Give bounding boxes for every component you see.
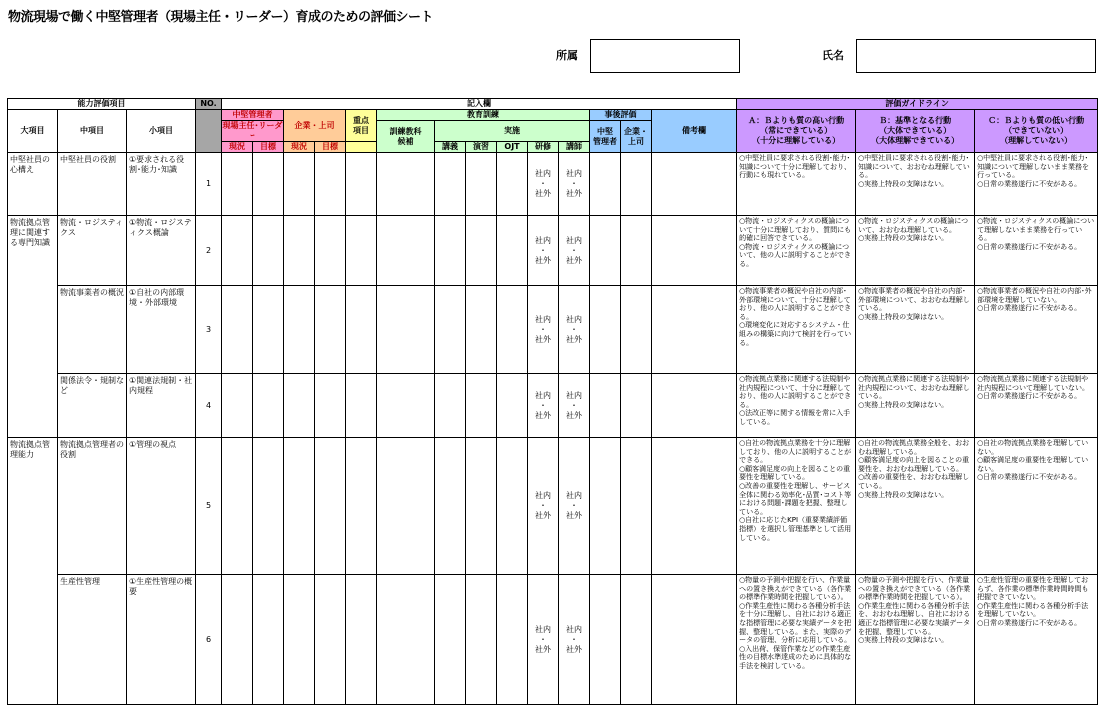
lecture-cell[interactable] [435,216,466,286]
inhouse-external-dot: ・ [570,400,579,410]
training-cell [528,153,559,216]
post-eval-header: 事後評価 [590,110,652,121]
priority-blank [346,142,377,153]
priority-cell[interactable] [346,575,377,705]
row-number-cell: 3 [196,286,222,374]
inhouse-external-bottom: 社外 [535,334,552,344]
guideline-c-cell [975,575,1098,705]
guideline-c-text: ○日常の業務遂行に不安がある。 [977,179,1082,188]
guideline-b-cell [856,216,975,286]
manager-current-header: 現況 [222,142,253,153]
sheet-title: 物流現場で働く中堅管理者（現場主任・リーダー）育成のための評価シート [8,10,434,25]
instructor-header: 講師 [559,142,590,153]
lecture-cell[interactable] [435,575,466,705]
guideline-c-text: ○生産性管理の重要性を理解しておらず、各作業の標準作業時間時間も把握できていない。 [977,576,1089,602]
post-eval-manager-cell[interactable] [590,575,621,705]
training-header: 研修 [528,142,559,153]
course-header [377,121,435,153]
inhouse-external-bottom: 社外 [566,255,583,265]
exercise-cell[interactable] [466,153,497,216]
guideline-a-text: ○物流・ロジスティクスの概論について、他の人に説明することができる。 [739,242,851,268]
guideline-b-cell [856,438,975,575]
guideline-b-cell [856,575,975,705]
guideline-c-text: ○日常の業務遂行に不安がある。 [977,473,1082,482]
minor-item-cell: ①要求される役割･能力･知識 [127,153,196,216]
manager-target-header: 目標 [253,142,284,153]
guideline-a-cell [737,286,856,374]
guideline-a-cell [737,153,856,216]
inhouse-external-top: 社内 [535,624,552,634]
guideline-a-cell [737,216,856,286]
inhouse-external-dot: ・ [539,400,548,410]
company-boss-header: 企業・上司 [284,110,346,142]
ability-items-header: 能力評価項目 [8,99,196,110]
middle-item-cell: 物流拠点管理者の役割 [58,438,127,575]
guideline-a-text: ○入出荷、保管作業などの作業生産性の目標水準達成のために具体的な手法を検討している。 [739,644,852,670]
guideline-c-text: ○物流拠点業務に関連する法規制や社内規程について理解していない。 [977,375,1089,392]
post-eval-boss-cell[interactable] [621,438,652,575]
manager-target-cell[interactable] [253,374,284,438]
guideline-b-text: ○改善の重要性を、おおむね理解している。 [858,473,970,490]
education-header: 教育訓練 [377,110,590,121]
inhouse-external-bottom: 社外 [566,189,583,198]
affiliation-field[interactable] [590,39,740,73]
inhouse-external-dot: ・ [539,324,548,334]
course-cell[interactable] [377,438,435,575]
post-eval-manager-header [590,121,621,153]
remarks-header: 備考欄 [652,110,737,153]
guideline-b-line-1: Ｂ：基準となる行動 [879,116,952,125]
name-label: 氏名 [822,49,844,62]
guideline-a-line-2: （常にできている） [760,126,833,135]
inhouse-external-dot: ・ [539,634,548,644]
inhouse-external-dot: ・ [570,501,579,510]
inhouse-external-top: 社内 [535,390,552,400]
priority-header [346,110,377,142]
guideline-c-cell [975,374,1098,438]
priority-cell[interactable] [346,153,377,216]
guideline-c-text: ○日常の業務遂行に不安がある。 [977,392,1082,401]
guideline-a-header [737,110,856,153]
middle-item-cell: 物流・ロジスティクス [58,216,127,286]
guideline-c-cell [975,216,1098,286]
name-field[interactable] [856,39,1096,73]
post-eval-boss-line-1: 企業・ [624,126,649,136]
boss-current-cell[interactable] [284,438,315,575]
inhouse-external-top: 社内 [566,235,583,245]
guideline-c-text: ○物流・ロジスティクスの概論について理解しないまま業務を行っている。 [977,217,1095,243]
guideline-b-text: ○実務上特段の支障はない。 [858,490,949,499]
boss-target-cell[interactable] [315,438,346,575]
row-number-cell: 2 [196,216,222,286]
manager-target-cell[interactable] [253,153,284,216]
ojt-cell[interactable] [497,438,528,575]
guideline-a-text: ○法改正等に関する情報を常に入手している。 [739,409,851,426]
lecture-header: 講義 [435,142,466,153]
guideline-b-text: ○物流事業者の概況や自社の内部･外部環境について、おおむね理解している。 [858,287,970,313]
inhouse-external-bottom: 社外 [535,410,552,420]
minor-item-cell: ①生産性管理の概要 [127,575,196,705]
boss-current-header: 現況 [284,142,315,153]
boss-target-header: 目標 [315,142,346,153]
post-eval-manager-line-1: 中堅 [597,126,614,136]
inhouse-external-bottom: 社外 [566,334,583,344]
manager-current-cell[interactable] [222,216,253,286]
boss-target-cell[interactable] [315,153,346,216]
guideline-c-cell [975,153,1098,216]
manager-target-cell[interactable] [253,438,284,575]
table-row [8,575,1098,705]
instructor-cell [559,438,590,575]
inhouse-external-top: 社内 [535,314,552,324]
priority-cell[interactable] [346,374,377,438]
post-eval-boss-header [621,121,652,153]
middle-item-cell: 物流事業者の概況 [58,286,127,374]
guideline-a-text: ○改善の重要性を理解し、サービス全体に関わる効率化･品質･コスト等における問題･課題を把握、整理している。 [739,481,852,516]
training-cell [528,216,559,286]
manager-current-cell[interactable] [222,438,253,575]
ojt-cell[interactable] [497,575,528,705]
guideline-c-line-3: （理解していない） [1000,136,1073,145]
manager-current-cell[interactable] [222,153,253,216]
ojt-cell[interactable] [497,216,528,286]
inhouse-external-dot: ・ [570,324,579,334]
manager-target-cell[interactable] [253,286,284,374]
post-eval-manager-cell[interactable] [590,438,621,575]
guideline-a-text: ○中堅社員に要求される役割･能力･知識について十分に理解しており、行動にも現れている。 [739,154,851,180]
post-eval-boss-cell[interactable] [621,216,652,286]
inhouse-external-dot: ・ [539,501,548,510]
guideline-b-line-2: （大体できている） [879,126,952,135]
boss-target-cell[interactable] [315,374,346,438]
inhouse-external-top: 社内 [566,314,583,324]
exercise-cell[interactable] [466,575,497,705]
guideline-c-text: ○日常の業務遂行に不安がある。 [977,304,1082,313]
priority-cell[interactable] [346,438,377,575]
guideline-c-header [975,110,1098,153]
inhouse-external-dot: ・ [570,245,579,255]
ojt-header: OJT [497,142,528,153]
priority-line-1: 重点 [353,115,370,125]
entry-column-header: 記入欄 [222,99,737,110]
lecture-cell[interactable] [435,153,466,216]
table-row [8,153,1098,216]
guideline-a-text: ○自社の物流拠点業務を十分に理解しており、他の人に説明することができる。 [739,439,852,465]
post-eval-boss-line-2: 上司 [628,136,645,146]
post-eval-manager-line-2: 管理者 [593,136,618,146]
guideline-b-header [856,110,975,153]
inhouse-external-bottom: 社外 [566,410,583,420]
exercise-cell[interactable] [466,374,497,438]
inhouse-external-bottom: 社外 [535,255,552,265]
guideline-c-text: ○中堅社員に要求される役割･能力･知識について理解しないまま業務を行っている。 [977,154,1089,180]
guideline-c-text: ○作業生産性に関わる各種分析手法を理解していない。 [977,601,1089,619]
implementation-header: 実施 [435,121,590,142]
affiliation-label: 所属 [556,49,578,62]
inhouse-external-bottom: 社外 [535,189,552,198]
inhouse-external-dot: ・ [570,179,579,188]
course-cell[interactable] [377,153,435,216]
post-eval-manager-cell[interactable] [590,286,621,374]
manager-sub-header: 現場主任･リーダｰ [222,121,283,140]
training-cell [528,374,559,438]
guideline-a-text: ○物流拠点業務に関連する法規制や社内規程について、十分に理解しており、他の人に説明することができる。 [739,375,852,409]
guideline-c-line-1: Ｃ：Ｂよりも質の低い行動 [988,116,1085,125]
instructor-cell [559,286,590,374]
course-cell[interactable] [377,374,435,438]
exercise-header: 演習 [466,142,497,153]
guideline-b-cell [856,153,975,216]
boss-current-cell[interactable] [284,286,315,374]
manager-current-cell[interactable] [222,575,253,705]
minor-item-header: 小項目 [127,110,196,153]
post-eval-boss-cell[interactable] [621,374,652,438]
guideline-a-line-3: （十分に理解している） [752,136,841,145]
course-cell[interactable] [377,575,435,705]
no-header-blank [196,110,222,153]
remarks-cell[interactable] [652,438,737,575]
guideline-a-cell [737,575,856,705]
guideline-c-text: ○日常の業務遂行に不安がある。 [977,618,1082,627]
post-eval-boss-cell[interactable] [621,575,652,705]
row-number-cell: 5 [196,438,222,575]
post-eval-manager-cell[interactable] [590,153,621,216]
boss-current-cell[interactable] [284,153,315,216]
inhouse-external-bottom: 社外 [535,511,552,520]
guideline-b-text: ○実務上特段の支障はない。 [858,636,949,645]
evaluation-table [7,98,1098,705]
guideline-c-cell [975,438,1098,575]
lecture-cell[interactable] [435,374,466,438]
guideline-b-text: ○物量の予測や把握を行い、作業量への置き換えができている（各作業の標準作業時間を把握している）。 [858,576,971,602]
guideline-c-line-2: （できていない） [1004,126,1069,135]
guideline-c-text: ○物流事業者の概況や自社の内部･外部環境を理解していない。 [977,287,1092,304]
minor-item-cell: ①自社の内部環境・外部環境 [127,286,196,374]
boss-current-cell[interactable] [284,575,315,705]
guideline-a-text: ○物流事業者の概況や自社の内部･外部環境について、十分に理解しており、他の人に説明することができる。 [739,287,852,321]
guideline-b-text: ○実務上特段の支障はない。 [858,179,949,188]
guideline-a-text: ○自社に応じたKPI（重要業績評価指標）を選択し管理基準として活用している。 [739,516,852,542]
boss-target-cell[interactable] [315,286,346,374]
inhouse-external-dot: ・ [539,245,548,255]
inhouse-external-dot: ・ [539,179,548,188]
manager-current-cell[interactable] [222,374,253,438]
remarks-cell[interactable] [652,153,737,216]
major-item-cell: 物流拠点管理に関連する専門知識 [8,216,58,438]
guideline-c-text: ○自社の物流拠点業務を理解していない。 [977,439,1089,456]
guideline-b-text: ○自社の物流拠点業務全般を、おおむね理解している。 [858,439,970,456]
major-item-cell: 中堅社員の心構え [8,153,58,216]
instructor-cell [559,575,590,705]
guideline-b-line-3: （大体理解できている） [871,136,960,145]
priority-cell[interactable] [346,216,377,286]
middle-item-cell: 生産性管理 [58,575,127,705]
course-line-2: 候補 [397,136,414,146]
guideline-b-text: ○物流・ロジスティクスの概論について、おおむね理解している。 [858,217,969,234]
priority-cell[interactable] [346,286,377,374]
guideline-a-text: ○作業生産性に関わる各種分析手法を十分に理解し、自社における適正な指標管理に必要な実績データを把握、整理している。また、実際のデータの管理、分析に応用している。 [739,601,852,645]
manager-target-cell[interactable] [253,575,284,705]
lecture-cell[interactable] [435,286,466,374]
ojt-cell[interactable] [497,286,528,374]
guideline-b-text: ○物流拠点業務に関連する法規制や社内規程について、おおむね理解している。 [858,375,970,401]
row-number-cell: 1 [196,153,222,216]
row-number-cell: 4 [196,374,222,438]
boss-current-cell[interactable] [284,374,315,438]
manager-target-cell[interactable] [253,216,284,286]
guideline-c-cell [975,286,1098,374]
guideline-a-text: ○環境変化に対応するシステム・仕組みの構築に向けて検討を行っている。 [739,321,852,347]
guideline-c-text: ○日常の業務遂行に不安がある。 [977,242,1082,251]
guideline-a-text: ○物量の予測や把握を行い、作業量への置き換えができている（各作業の標準作業時間を把握している）。 [739,576,852,602]
table-row [8,286,1098,374]
major-item-header: 大項目 [8,110,58,153]
manager-current-cell[interactable] [222,286,253,374]
instructor-cell [559,374,590,438]
training-cell [528,438,559,575]
inhouse-external-dot: ・ [570,634,579,644]
training-cell [528,575,559,705]
row-number-cell: 6 [196,575,222,705]
guideline-c-text: ○顧客満足度の重要性を理解していない。 [977,456,1089,473]
exercise-cell[interactable] [466,286,497,374]
middle-item-cell: 関係法令・規制など [58,374,127,438]
table-row [8,374,1098,438]
guideline-a-text: ○顧客満足度の向上を図ることの重要性を理解している。 [739,464,851,482]
table-row [8,438,1098,575]
course-line-1: 訓練教科 [389,126,422,136]
no-header: NO. [196,99,222,110]
guideline-a-line-1: Ａ：Ｂよりも質の高い行動 [748,116,845,125]
inhouse-external-top: 社内 [566,624,583,634]
inhouse-external-top: 社内 [566,390,583,400]
remarks-cell[interactable] [652,216,737,286]
guideline-a-text: ○物流・ロジスティクスの概論について十分に理解しており、質問にも的確に回答できている。 [739,217,852,243]
inhouse-external-bottom: 社外 [535,644,552,654]
minor-item-cell: ①管理の視点 [127,438,196,575]
inhouse-external-top: 社内 [535,491,552,500]
post-eval-manager-cell[interactable] [590,216,621,286]
minor-item-cell: ①関連法規制・社内規程 [127,374,196,438]
guideline-a-cell [737,438,856,575]
remarks-cell[interactable] [652,575,737,705]
boss-target-cell[interactable] [315,216,346,286]
guideline-b-cell [856,286,975,374]
inhouse-external-bottom: 社外 [566,511,583,520]
inhouse-external-top: 社内 [535,169,552,178]
guideline-b-text: ○実務上特段の支障はない。 [858,234,949,243]
boss-target-cell[interactable] [315,575,346,705]
inhouse-external-top: 社内 [566,491,583,500]
inhouse-external-top: 社内 [566,169,583,178]
exercise-cell[interactable] [466,438,497,575]
middle-item-cell: 中堅社員の役割 [58,153,127,216]
post-eval-boss-cell[interactable] [621,153,652,216]
exercise-cell[interactable] [466,216,497,286]
guideline-b-text: ○実務上特段の支障はない。 [858,400,949,409]
post-eval-manager-cell[interactable] [590,374,621,438]
guideline-b-text: ○顧客満足度の向上を図ることの重要性を、おおむね理解している。 [858,456,970,473]
instructor-cell [559,216,590,286]
guideline-b-text: ○中堅社員に要求される役割･能力･知識について、おおむね理解している。 [858,154,970,180]
course-cell[interactable] [377,216,435,286]
guideline-header: 評価ガイドライン [737,99,1098,110]
guideline-b-cell [856,374,975,438]
guideline-b-text: ○実務上特段の支障はない。 [858,312,949,321]
priority-line-2: 項目 [353,125,370,135]
instructor-cell [559,153,590,216]
remarks-cell[interactable] [652,286,737,374]
guideline-b-text: ○作業生産性に関わる各種分析手法を、おおむね理解し、自社における適正な指標管理に必要な実績データを把握、整理している。 [858,601,971,636]
minor-item-cell: ①物流・ロジスティクス概論 [127,216,196,286]
training-cell [528,286,559,374]
boss-current-cell[interactable] [284,216,315,286]
manager-header: 中堅管理者 [222,110,284,121]
major-item-cell: 物流拠点管理能力 [8,438,58,705]
remarks-cell[interactable] [652,374,737,438]
lecture-cell[interactable] [435,438,466,575]
ojt-cell[interactable] [497,374,528,438]
post-eval-boss-cell[interactable] [621,286,652,374]
inhouse-external-bottom: 社外 [566,644,583,654]
table-row [8,216,1098,286]
course-cell[interactable] [377,286,435,374]
guideline-a-cell [737,374,856,438]
ojt-cell[interactable] [497,153,528,216]
inhouse-external-top: 社内 [535,235,552,245]
middle-item-header: 中項目 [58,110,127,153]
